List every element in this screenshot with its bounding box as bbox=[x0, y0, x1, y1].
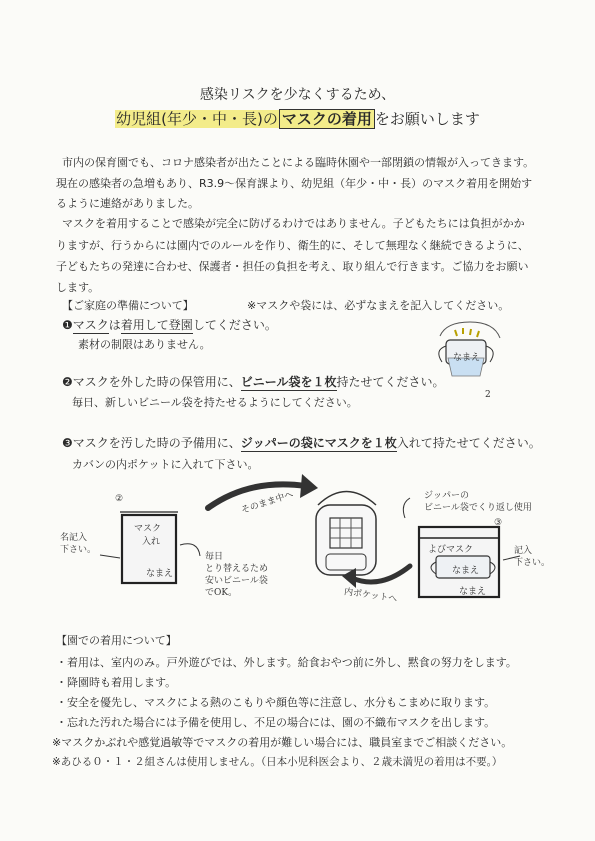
school-item-1: ・着用は、室内のみ。戸外遊びでは、外します。給食おやつ前に外し、黙食の努力をします。 bbox=[56, 656, 517, 669]
item3-pre: マスクを汚した時の予備用に、 bbox=[72, 436, 241, 450]
intro-p2-line1: マスクを着用することで感染が完全に防げるわけではありません。子どもたちには負担がかか bbox=[62, 217, 525, 230]
mask-name-label: なまえ bbox=[453, 353, 481, 363]
intro-p1-line1: 市内の保育園でも、コロナ感染者が出たことによる臨時休園や一部閉鎖の情報が入ってきます。 bbox=[62, 156, 535, 169]
item2-post: 持たせてください。 bbox=[336, 375, 445, 389]
home-prep-note: ※マスクや袋には、必ずなまえを記入してください。 bbox=[247, 299, 510, 312]
title-highlight-box: マスクの着用 bbox=[279, 109, 375, 129]
zipper-note: ジッパーの ビニール袋でくり返し使用 bbox=[424, 491, 532, 513]
zip-bag-name: なまえ bbox=[459, 587, 487, 597]
intro-p2-line2: りますが、行うからには園内でのルールを作り、衛生的に、そして無理なく継続できるように、 bbox=[56, 239, 529, 252]
item3-post: 入れて持たせてください。 bbox=[396, 436, 541, 450]
inner-pocket-label: 内ポケットへ bbox=[343, 587, 398, 605]
school-item-4: ・忘れた汚れた場合には予備を使用し、不足の場合には、園の不織布マスクを出します。 bbox=[56, 716, 496, 729]
daily-note: 毎日 とり替えるため 安いビニール袋 でOK。 bbox=[205, 552, 269, 598]
marker-2-icon: 2 bbox=[485, 390, 491, 400]
intro-p1-line3: るように連絡がありました。 bbox=[56, 197, 199, 210]
marker-2-circled-icon: ② bbox=[115, 494, 124, 504]
item2-sub: 毎日、新しいビニール袋を持たせるようにしてください。 bbox=[72, 396, 358, 409]
intro-p2-line3: 子どもたちの発達に合わせ、保護者・担任の負担を考え、取り組んで行きます。ご協力をお願い bbox=[56, 260, 529, 273]
item2-number: ❷ bbox=[62, 375, 73, 389]
item2-underline: ビニール袋を１枚 bbox=[240, 375, 337, 389]
item1-post: してください。 bbox=[192, 318, 277, 332]
school-heading: 【園での着用について】 bbox=[56, 634, 177, 647]
item1-mask: マスク bbox=[72, 318, 109, 332]
school-note-1: ※マスクかぶれや感覚過敏等でマスクの着用が難しい場合には、職員室までご相談ください。 bbox=[52, 736, 513, 749]
zip-bag-title: よびマスク bbox=[428, 545, 474, 555]
arrow-top-label: そのまま中へ bbox=[240, 489, 295, 517]
item3-underline: ジッパーの袋にマスクを１枚 bbox=[240, 436, 397, 450]
school-note-2: ※あひる０・１・２組さんは使用しません。（日本小児科医会より、２歳未満児の着用は不要。） bbox=[52, 756, 503, 768]
school-item-2: ・降園時も着用します。 bbox=[56, 676, 177, 689]
intro-p1-line2: 現在の感染者の急増もあり、R3.9〜保育課より、幼児組（年少・中・長）のマスク着用を開始す bbox=[56, 177, 533, 190]
school-item-3: ・安全を優先し、マスクによる熱のこもりや顔色等に注意し、水分もこまめに取ります。 bbox=[56, 696, 496, 709]
right-note: 記入 下さい。 bbox=[514, 546, 551, 568]
marker-3-circled-icon: ③ bbox=[494, 518, 503, 528]
intro-p2-line4: します。 bbox=[56, 281, 100, 294]
title-suffix: をお願いします bbox=[374, 110, 480, 128]
title-target: 幼児組(年少・中・長)の bbox=[116, 110, 278, 128]
home-prep-heading: 【ご家庭の準備について】 bbox=[62, 299, 194, 312]
item1-underline: 着用して登園 bbox=[120, 318, 193, 332]
item3-sub: カバンの内ポケットに入れて下さい。 bbox=[72, 458, 259, 471]
bag-name: なまえ bbox=[146, 569, 174, 579]
backpack-drawing-icon bbox=[316, 492, 376, 576]
bag-text-mask: マスク bbox=[134, 524, 162, 534]
item2-pre: マスクを外した時の保管用に、 bbox=[72, 375, 241, 389]
left-note: 名記入 下さい。 bbox=[60, 533, 97, 555]
item3-number: ❸ bbox=[62, 436, 73, 450]
bag-text-put: 入れ bbox=[142, 537, 161, 547]
item1-mid: は bbox=[108, 318, 121, 332]
mask-drawing-icon bbox=[439, 322, 500, 376]
zip-mask-name: なまえ bbox=[452, 566, 480, 576]
item1-sub: 素材の制限はありません。 bbox=[78, 338, 211, 351]
page-title-line1: 感染リスクを少なくするため、 bbox=[199, 87, 396, 103]
item1-number: ❶ bbox=[62, 318, 73, 332]
